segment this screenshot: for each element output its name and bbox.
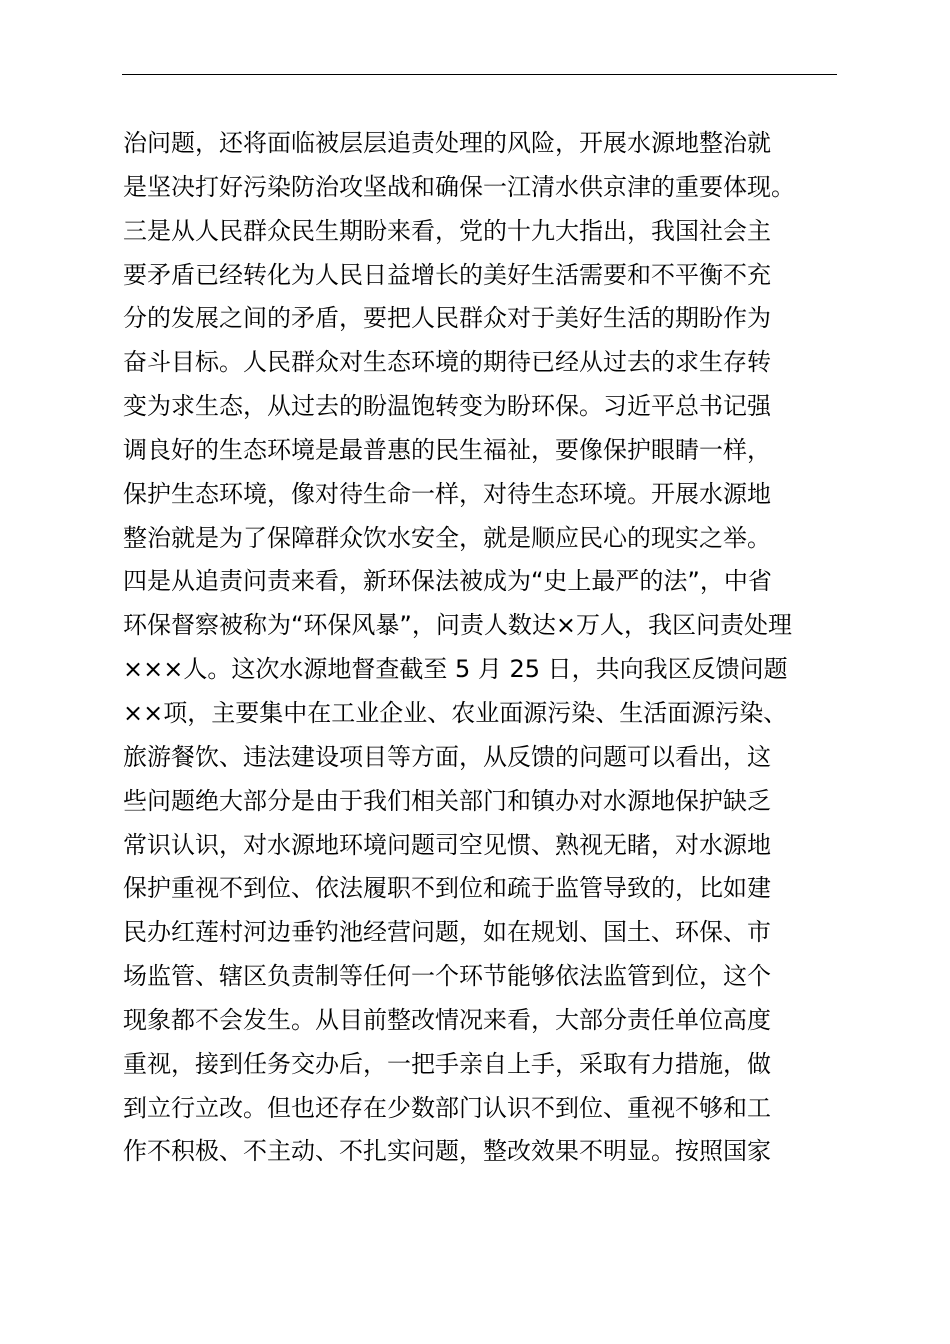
text-line: 些问题绝大部分是由于我们相关部门和镇办对水源地保护缺乏 [123, 786, 771, 815]
text-line: 是坚决打好污染防治攻坚战和确保一江清水供京津的重要体现。 [123, 172, 795, 201]
text-line: 作不积极、不主动、不扎实问题，整改效果不明显。按照国家 [123, 1137, 771, 1166]
document-body [123, 122, 843, 1174]
text-line: 民办红莲村河边垂钓池经营问题，如在规划、国土、环保、市 [123, 918, 771, 947]
text-line: 环保督察被称为“环保风暴”，问责人数达×万人，我区问责处理 [123, 611, 792, 640]
text-line: 常识认识，对水源地环境问题司空见惯、熟视无睹，对水源地 [123, 830, 771, 859]
text-line: 治问题，还将面临被层层追责处理的风险，开展水源地整治就 [123, 129, 771, 157]
text-line: 旅游餐饮、违法建设项目等方面，从反馈的问题可以看出，这 [123, 742, 771, 771]
text-line: 保护生态环境，像对待生命一样，对待生态环境。开展水源地 [123, 479, 771, 508]
text-line: 变为求生态，从过去的盼温饱转变为盼环保。习近平总书记强 [123, 392, 771, 421]
text-line: ××项，主要集中在工业企业、农业面源污染、生活面源污染、 [123, 698, 788, 727]
text-line: 现象都不会发生。从目前整改情况来看，大部分责任单位高度 [123, 1005, 771, 1034]
text-line: 到立行立改。但也还存在少数部门认识不到位、重视不够和工 [123, 1093, 771, 1122]
text-line: 重视，接到任务交办后，一把手亲自上手，采取有力措施，做 [123, 1049, 771, 1078]
text-line: 保护重视不到位、依法履职不到位和疏于监管导致的，比如建 [123, 874, 771, 903]
text-line: 奋斗目标。人民群众对生态环境的期待已经从过去的求生存转 [123, 348, 771, 377]
text-line: 整治就是为了保障群众饮水安全，就是顺应民心的现实之举。 [123, 523, 771, 552]
text-line: 场监管、辖区负责制等任何一个环节能够依法监管到位，这个 [123, 962, 771, 991]
text-line: 要矛盾已经转化为人民日益增长的美好生活需要和不平衡不充 [123, 260, 771, 289]
text-line: 分的发展之间的矛盾，要把人民群众对于美好生活的期盼作为 [123, 304, 771, 333]
text-line: 三是从人民群众民生期盼来看，党的十九大指出，我国社会主 [123, 216, 771, 245]
header-rule [122, 74, 837, 75]
text-line: ×××人。这次水源地督查截至 5 月 25 日，共向我区反馈问题 [123, 655, 788, 684]
text-line: 调良好的生态环境是最普惠的民生福祉，要像保护眼睛一样， [123, 435, 771, 464]
text-line: 四是从追责问责来看，新环保法被成为“史上最严的法”，中省 [123, 567, 772, 596]
